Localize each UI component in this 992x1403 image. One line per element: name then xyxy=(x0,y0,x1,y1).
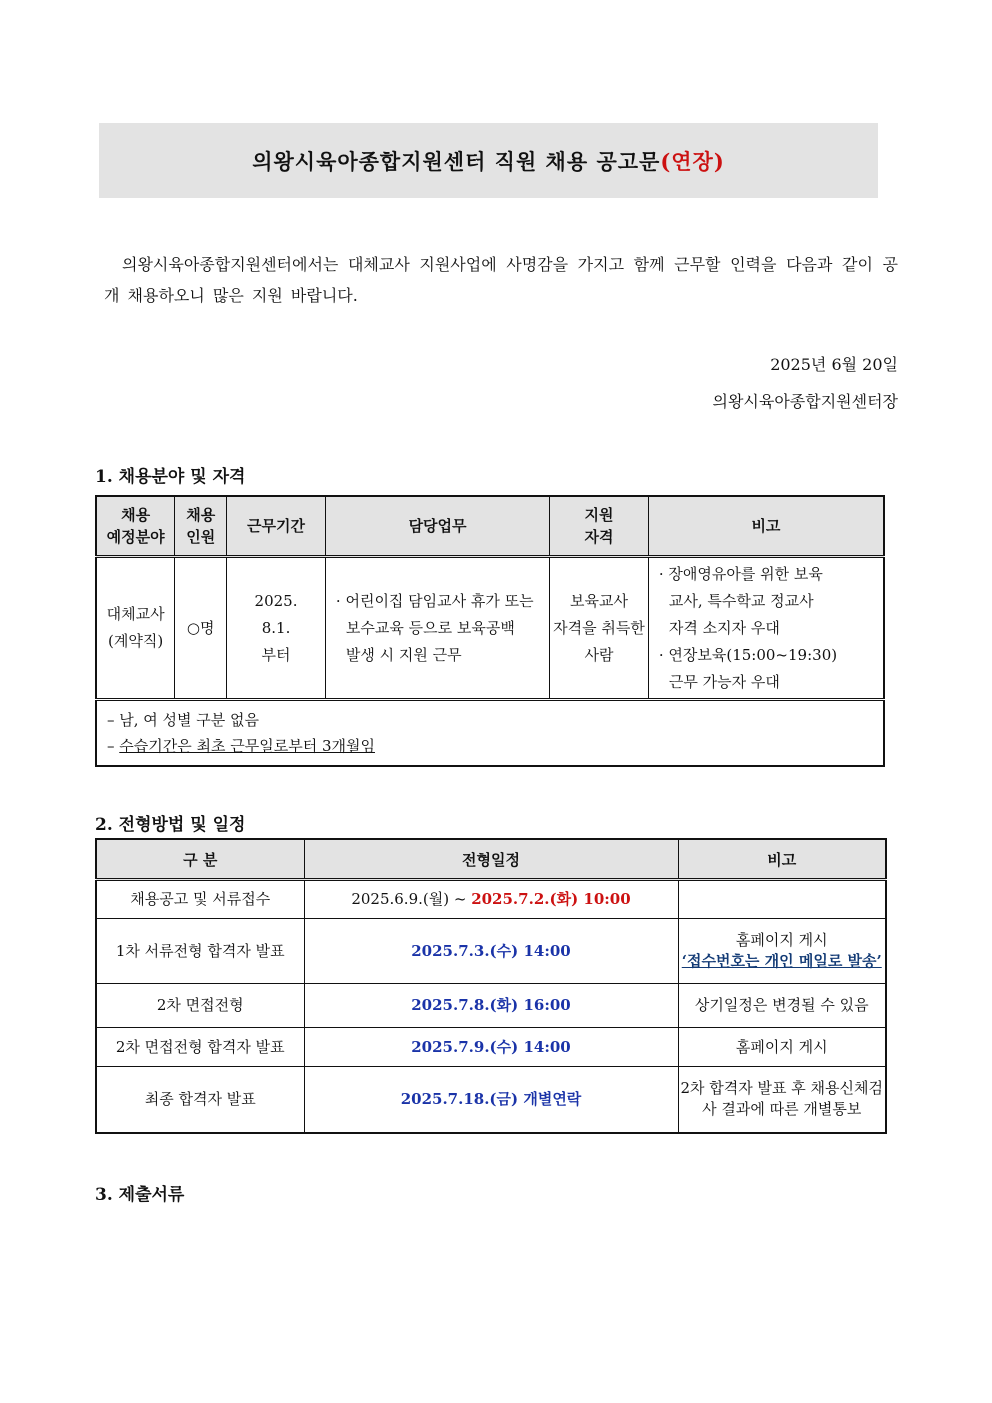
cell-note: · 장애영유아를 위한 보육 교사, 특수학교 정교사 자격 소지자 우대 · 연장보육(15:00~19:30) 근무 가능자 우대 xyxy=(648,557,884,700)
cell-duty: · 어린이집 담임교사 휴가 또는 보수교육 등으로 보육공백 발생 시 지원 근무 xyxy=(325,557,549,700)
section3-heading: 3. 제출서류 xyxy=(95,1185,185,1205)
header-note: 비고 xyxy=(648,496,884,557)
header-qualification: 지원 자격 xyxy=(550,496,649,557)
page-title: 의왕시육아종합지원센터 직원 채용 공고문 xyxy=(252,148,661,174)
cell-period: 2025. 8.1. 부터 xyxy=(227,557,326,700)
table-row: 1차 서류전형 합격자 발표 2025.7.3.(수) 14:00 홈페이지 게시 ‘접수번호는 개인 메일로 발송’ xyxy=(96,919,886,984)
footer-gender-note: – 남, 여 성별 구분 없음 xyxy=(107,711,260,729)
header-category: 구 분 xyxy=(96,839,304,880)
header-field: 채용 예정분야 xyxy=(96,496,175,557)
header-duty: 담당업무 xyxy=(325,496,549,557)
table-footer-notes xyxy=(96,700,884,767)
table-row: 채용공고 및 서류접수 2025.6.9.(월) ~ 2025.7.2.(화) 10:00 xyxy=(96,880,886,919)
intro-paragraph: 의왕시육아종합지원센터에서는 대체교사 지원사업에 사명감을 가지고 함께 근무할 인력을 다음과 같이 공개 채용하오니 많은 지원 바랍니다. xyxy=(104,255,898,305)
header-remark: 비고 xyxy=(678,839,886,880)
notice-issuer: 의왕시육아종합지원센터장 xyxy=(712,392,898,411)
table-row: 2차 면접전형 합격자 발표 2025.7.9.(수) 14:00 홈페이지 게시 xyxy=(96,1028,886,1067)
table-row: 2차 면접전형 2025.7.8.(화) 16:00 상기일정은 변경될 수 있음 xyxy=(96,984,886,1028)
header-schedule: 전형일정 xyxy=(304,839,678,880)
title-extension-tag: (연장) xyxy=(660,148,725,174)
cell-count: ○명 xyxy=(175,557,227,700)
title-banner xyxy=(99,123,878,198)
schedule-table xyxy=(95,838,887,1134)
table-row: 최종 합격자 발표 2025.7.18.(금) 개별연락 2차 합격자 발표 후 채용신체검사 결과에 따른 개별통보 xyxy=(96,1067,886,1133)
section2-heading: 2. 전형방법 및 일정 xyxy=(95,815,246,835)
cell-field: 대체교사 (계약직) xyxy=(96,557,175,700)
section1-heading: 1. 채용분야 및 자격 xyxy=(95,467,246,487)
notice-date: 2025년 6월 20일 xyxy=(770,355,898,374)
recruitment-table xyxy=(95,495,885,767)
footer-probation-note: – 수습기간은 최초 근무일로부터 3개월임 xyxy=(107,737,375,755)
cell-qualification: 보육교사 자격을 취득한 사람 xyxy=(550,557,649,700)
header-period: 근무기간 xyxy=(227,496,326,557)
header-count: 채용 인원 xyxy=(175,496,227,557)
